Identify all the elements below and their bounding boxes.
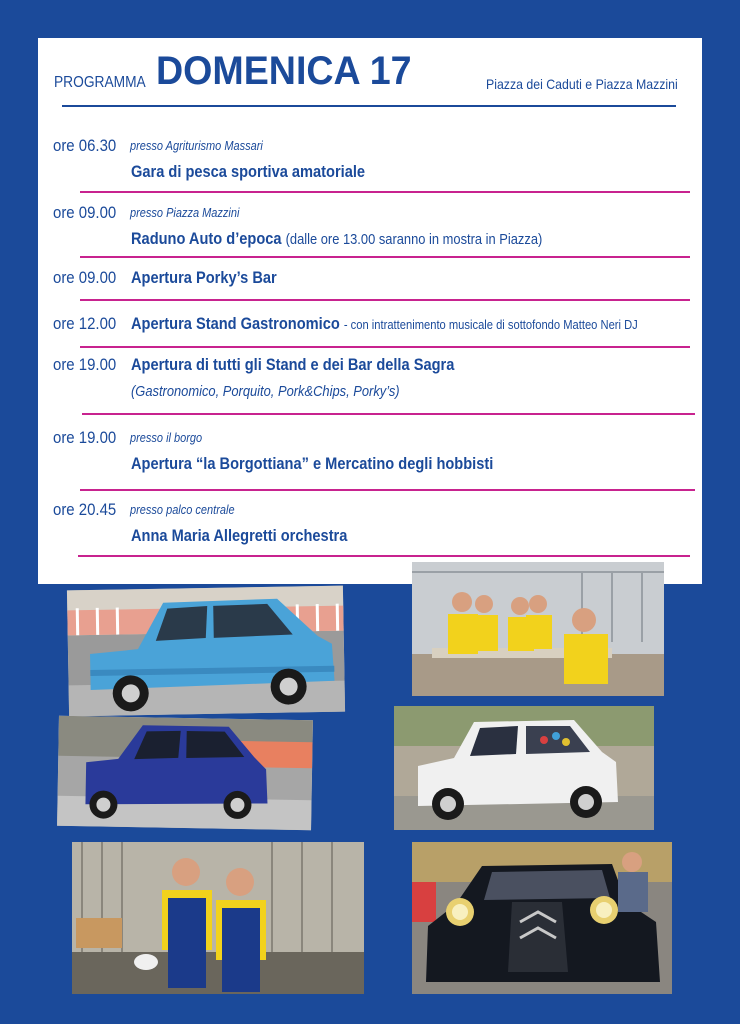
people-illustration [412,562,664,696]
schedule-subtitle: (Gastronomico, Porquito, Pork&Chips, Porky’s) [131,383,400,400]
program-label: PROGRAMMA [54,74,146,91]
separator-line [80,299,690,301]
people-illustration [72,842,364,994]
day-title: DOMENICA 17 [156,49,412,93]
schedule-time: ore 20.45 [53,500,117,519]
schedule-time: ore 06.30 [53,136,117,155]
schedule-place: presso Piazza Mazzini [130,206,240,220]
schedule-title-text: Apertura Stand Gastronomico [131,314,340,333]
venue-label: Piazza dei Caduti e Piazza Mazzini [486,76,678,92]
separator-line [80,191,690,193]
separator-line [80,346,690,348]
program-header [54,48,676,98]
car-illustration [67,586,345,717]
schedule-title: Apertura di tutti gli Stand e dei Bar della Sagra [131,355,455,374]
schedule-note: (dalle ore 13.00 saranno in mostra in Piazza) [285,231,543,248]
photo-volunteers [412,562,664,696]
schedule-time: ore 12.00 [53,314,117,333]
schedule-place: presso il borgo [130,431,203,445]
schedule-title [131,229,542,249]
schedule-time: ore 19.00 [53,355,117,374]
photo-dark-blue-car [57,716,313,830]
schedule-title: Apertura “la Borgottiana” e Mercatino degli hobbisti [131,454,494,473]
schedule-place: presso Agriturismo Massari [130,139,263,153]
photo-black-car [412,842,672,994]
program-panel [38,38,702,584]
separator-line [78,555,690,557]
schedule-title: Gara di pesca sportiva amatoriale [131,162,366,181]
schedule-title: Anna Maria Allegretti orchestra [131,526,348,545]
car-illustration [394,706,654,830]
header-underline [62,105,676,107]
photo-white-car [394,706,654,830]
separator-line [80,489,695,491]
schedule-title-text: Raduno Auto d’epoca [131,229,282,248]
schedule-time: ore 09.00 [53,268,117,287]
schedule-time: ore 09.00 [53,203,117,222]
schedule-place: presso palco centrale [130,503,235,517]
schedule-title: Apertura Porky’s Bar [131,268,277,287]
schedule-title [131,314,638,334]
schedule-time: ore 19.00 [53,428,117,447]
photo-light-blue-car [67,586,345,717]
car-illustration [412,842,672,994]
schedule-note: - con intrattenimento musicale di sottofondo Matteo Neri DJ [343,317,638,332]
photo-cooks [72,842,364,994]
separator-line [82,413,695,415]
car-illustration [57,716,313,830]
separator-line [80,256,690,258]
